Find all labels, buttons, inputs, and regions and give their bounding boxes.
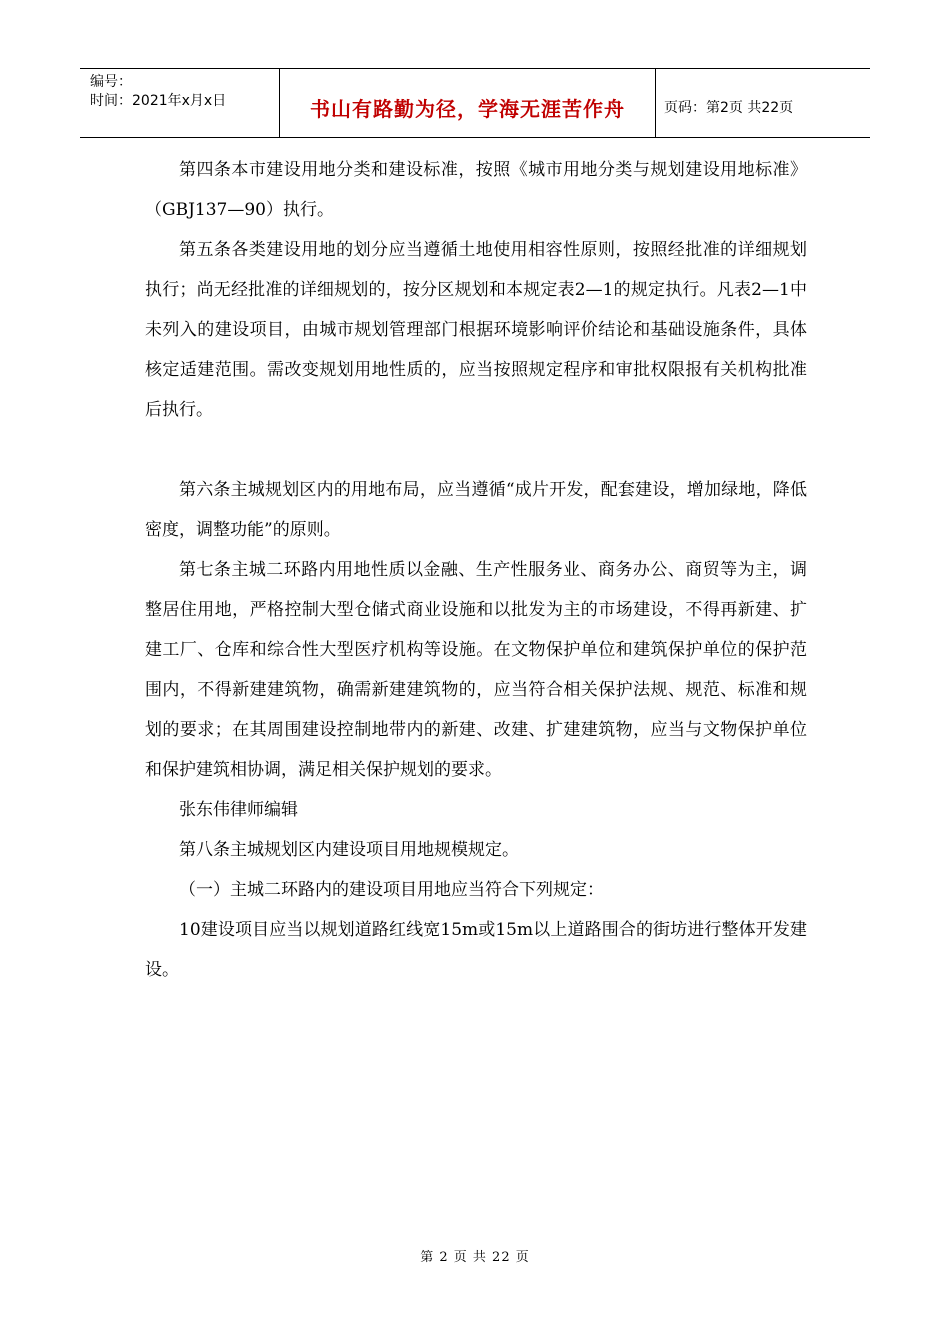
paragraph-article-8: 第八条主城规划区内建设项目用地规模规定。 <box>179 840 519 860</box>
document-body <box>145 150 807 990</box>
paragraph-item-10: 10建设项目应当以规划道路红线宽15m或15m以上道路围合的街坊进行整体开发建设。 <box>145 920 807 980</box>
document-number-label: 编号： <box>90 74 132 90</box>
header-page-info: 页码：第2页 共22页 <box>664 100 794 116</box>
paragraph-article-6: 第六条主城规划区内的用地布局，应当遵循“成片开发，配套建设，增加绿地，降低密度，调整功能”的原则。 <box>145 480 807 540</box>
header-motto: 书山有路勤为径，学海无涯苦作舟 <box>280 69 656 137</box>
paragraph-clause-1: （一）主城二环路内的建设项目用地应当符合下列规定： <box>179 880 604 900</box>
paragraph-article-5: 第五条各类建设用地的划分应当遵循土地使用相容性原则，按照经批准的详细规划执行；尚无经批准的详细规划的，按分区规划和本规定表2—1的规定执行。凡表2—1中未列入的建设项目，由城市规划管理部门根据环境影响评价结论和基础设施条件，具体核定适建范围。需改变规划用地性质的，应当按照规定程序和审批权限报有关机构批准后执行。 <box>145 240 807 420</box>
document-date-label: 时间：2021年x月x日 <box>90 93 227 109</box>
page-footer: 第 2 页 共 22 页 <box>420 1250 530 1265</box>
paragraph-article-4: 第四条本市建设用地分类和建设标准，按照《城市用地分类与规划建设用地标准》（GBJ137—90）执行。 <box>145 160 807 220</box>
paragraph-article-7: 第七条主城二环路内用地性质以金融、生产性服务业、商务办公、商贸等为主，调整居住用地，严格控制大型仓储式商业设施和以批发为主的市场建设，不得再新建、扩建工厂、仓库和综合性大型医疗机构等设施。在文物保护单位和建筑保护单位的保护范围内，不得新建建筑物，确需新建建筑物的，应当符合相关保护法规、规范、标准和规划的要求；在其周围建设控制地带内的新建、改建、扩建建筑物，应当与文物保护单位和保护建筑相协调，满足相关保护规划的要求。 <box>145 560 807 780</box>
paragraph-editor-note: 张东伟律师编辑 <box>179 800 298 820</box>
header-meta <box>80 69 280 137</box>
page-header <box>80 68 870 138</box>
